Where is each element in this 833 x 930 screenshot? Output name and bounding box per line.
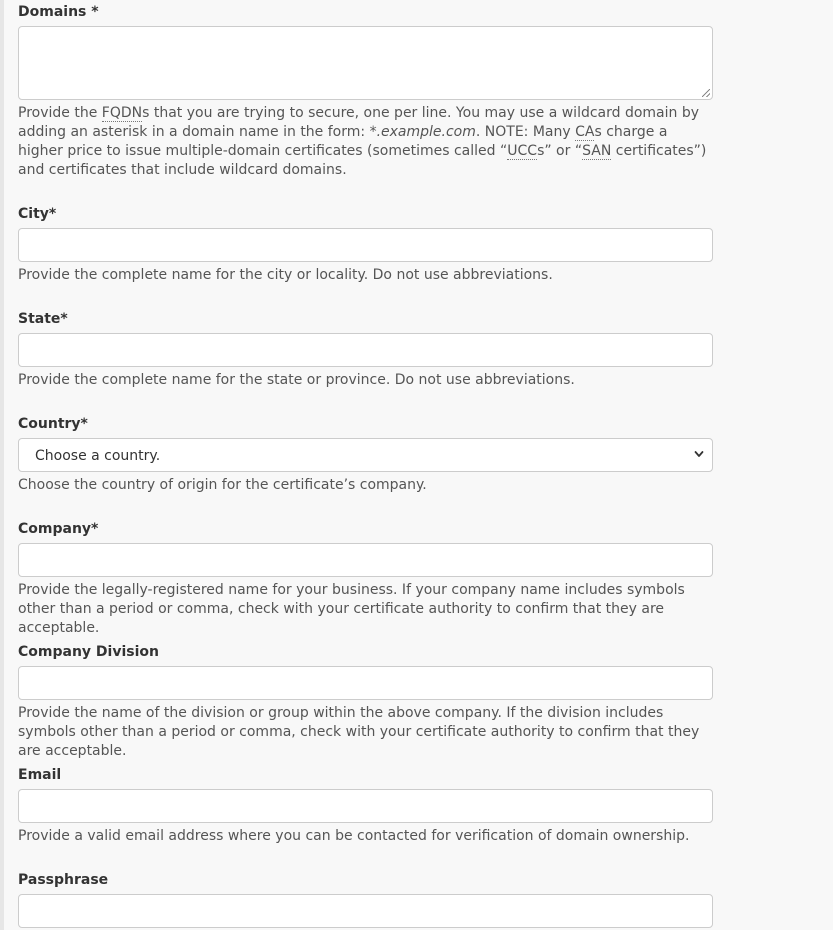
domains-help: Provide the FQDNs that you are trying to secure, one per line. You may use a wildcard domain by adding an asterisk in a domain name in the form: *.example.com. NOTE: Many CAs charge a higher price to issue multiple-domain certificates (sometimes called “UCCs” or “SAN certificates”) and certificates that include wildcard domains. — [18, 105, 707, 178]
company-division-input[interactable] — [18, 666, 713, 700]
state-input[interactable] — [18, 333, 713, 367]
country-selected-value: Choose a country. — [35, 448, 161, 464]
wildcard-example: *.example.com — [369, 124, 476, 140]
city-input[interactable] — [18, 228, 713, 262]
country-help: Choose the country of origin for the certificate’s company. — [18, 477, 427, 493]
company-label: Company* — [18, 521, 99, 537]
ucc-abbr: UCC — [507, 143, 538, 159]
domains-label: Domains * — [18, 4, 99, 20]
country-label: Country* — [18, 416, 88, 432]
company-division-label: Company Division — [18, 644, 159, 660]
email-input[interactable] — [18, 789, 713, 823]
company-help: Provide the legally-registered name for your business. If your company name includes symbols other than a period or comma, check with your certificate authority to confirm that they are acceptable. — [18, 582, 685, 636]
left-border — [0, 0, 4, 930]
city-label: City* — [18, 206, 57, 222]
san-abbr: SAN — [582, 143, 612, 159]
company-input[interactable] — [18, 543, 713, 577]
email-help: Provide a valid email address where you can be contacted for verification of domain ownership. — [18, 828, 690, 844]
resize-handle-icon[interactable] — [702, 89, 710, 97]
state-label: State* — [18, 311, 68, 327]
state-help: Provide the complete name for the state or province. Do not use abbreviations. — [18, 372, 575, 388]
chevron-down-icon — [694, 449, 704, 459]
country-select[interactable] — [18, 438, 713, 472]
passphrase-label: Passphrase — [18, 872, 109, 888]
domains-textarea[interactable] — [18, 26, 713, 100]
company-division-help: Provide the name of the division or group within the above company. If the division includes symbols other than a period or comma, check with your certificate authority to confirm that they are acceptable. — [18, 705, 700, 759]
fqdn-abbr: FQDN — [101, 105, 143, 121]
ca-abbr: CA — [575, 124, 595, 140]
passphrase-input[interactable] — [18, 894, 713, 928]
city-help: Provide the complete name for the city or locality. Do not use abbreviations. — [18, 267, 553, 283]
email-label: Email — [18, 767, 62, 783]
